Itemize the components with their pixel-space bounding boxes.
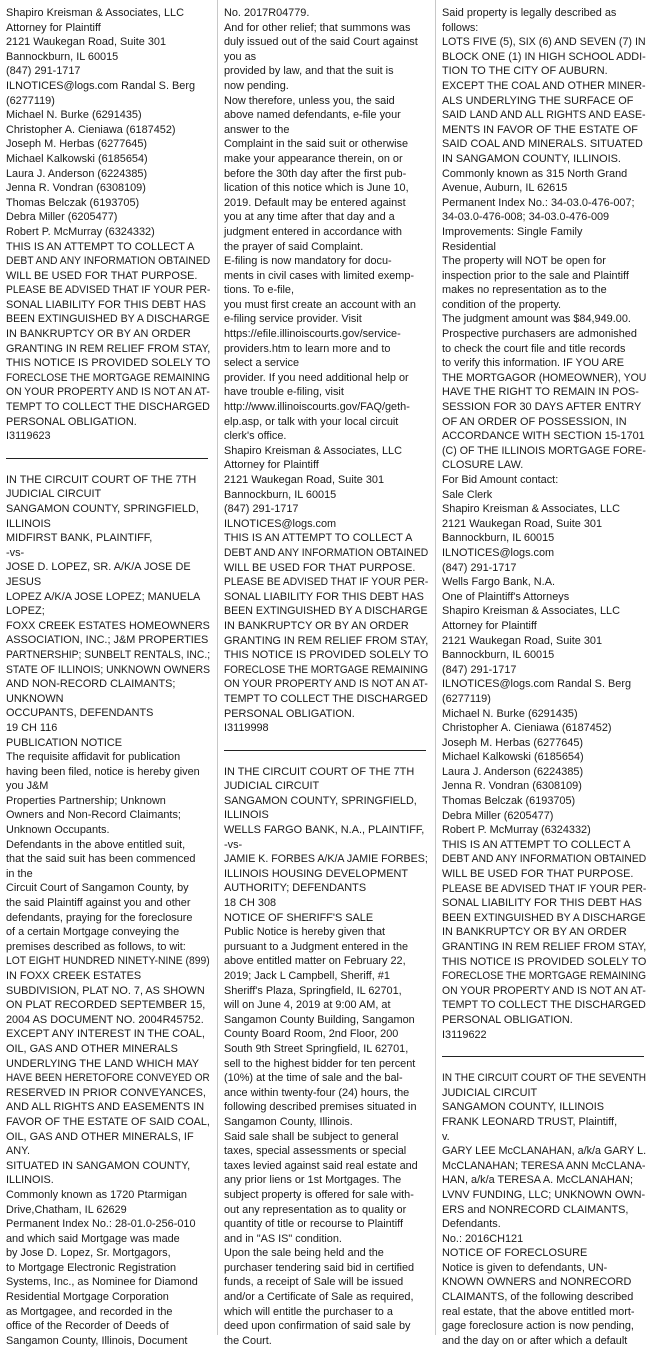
notice-line: Jenna R. Vondran (6308109) bbox=[6, 182, 146, 195]
notice-line: that the said suit has been commenced bbox=[6, 853, 196, 866]
notice-line: SUBDIVISION, PLAT NO. 7, AS SHOWN bbox=[6, 984, 205, 997]
notice-separator bbox=[442, 1056, 644, 1057]
notice-line: Michael Kalkowski (6185654) bbox=[6, 152, 148, 165]
notice-line: AND ALL RIGHTS AND EASEMENTS IN bbox=[6, 1101, 205, 1114]
notice-line: RESERVED IN PRIOR CONVEYANCES, bbox=[6, 1086, 206, 1099]
notice-line: For Bid Amount contact: bbox=[442, 474, 559, 486]
notice-line: BEEN EXTINGUISHED BY A DISCHARGE bbox=[442, 911, 646, 924]
notice-line: Bannockburn, IL 60015 bbox=[224, 488, 337, 501]
notice-line: make your appearance therein, on or bbox=[224, 152, 403, 165]
notice-line: TEMPT TO COLLECT THE DISCHARGED bbox=[442, 999, 646, 1012]
notice-line: IN SANGAMON COUNTY, ILLINOIS. bbox=[442, 152, 621, 165]
notice-line: pursuant to a Judgment entered in the bbox=[224, 940, 409, 953]
notice-line: JESUS bbox=[6, 575, 42, 588]
notice-line: ALS UNDERLYING THE SURFACE OF bbox=[442, 94, 634, 107]
notice-line: HAVE THE RIGHT TO REMAIN IN POS- bbox=[442, 386, 639, 399]
notice-line: Attorney for Plaintiff bbox=[442, 619, 537, 632]
notice-line: Prospective purchasers are admonished bbox=[442, 328, 637, 341]
notice-line: ASSOCIATION, INC.; J&M PROPERTIES bbox=[6, 634, 209, 647]
notice-line: OF AN ORDER OF POSSESSION, IN bbox=[442, 415, 627, 428]
notice-line: THE MORTGAGOR (HOMEOWNER), YOU bbox=[442, 371, 647, 384]
notice-line: Michael N. Burke (6291435) bbox=[442, 707, 578, 720]
notice-line: Laura J. Anderson (6224385) bbox=[6, 167, 148, 180]
notice-line: SANGAMON COUNTY, ILLINOIS bbox=[442, 1101, 604, 1114]
notice-line: No.: 2016CH121 bbox=[442, 1232, 524, 1245]
notice-line: (847) 291-1717 bbox=[442, 561, 517, 574]
notice-line: PERSONAL OBLIGATION. bbox=[6, 415, 137, 428]
notice-line: ANY. bbox=[6, 1145, 31, 1158]
notice-line: Christopher A. Cieniawa (6187452) bbox=[6, 123, 176, 136]
notice-line: WELLS FARGO BANK, N.A., PLAINTIFF, bbox=[224, 824, 425, 837]
notice-line: and in "AS IS" condition. bbox=[224, 1232, 342, 1245]
notice-line: Commonly known as 315 North Grand bbox=[442, 167, 628, 180]
notice-line: Robert P. McMurray (6324332) bbox=[442, 824, 591, 837]
notice-line: ance within twenty-four (24) hours, the bbox=[224, 1086, 410, 1099]
notice-line: LOTS FIVE (5), SIX (6) AND SEVEN (7) IN bbox=[442, 36, 646, 49]
notice-line: Now therefore, unless you, the said bbox=[224, 94, 395, 107]
notice-separator bbox=[224, 750, 426, 751]
notice-line: SESSION FOR 30 DAYS AFTER ENTRY bbox=[442, 401, 642, 414]
notice-line: 2019; Jack L Campbell, Sheriff, #1 bbox=[224, 970, 390, 982]
notice-line: FAVOR OF THE ESTATE OF SAID COAL, bbox=[6, 1115, 210, 1128]
notice-line: quantity of title or recourse to Plaintiff bbox=[224, 1218, 403, 1231]
notice-line: LVNV FUNDING, LLC; UNKNOWN OWN- bbox=[442, 1188, 646, 1201]
notice-line: IN THE CIRCUIT COURT OF THE SEVENTH bbox=[442, 1072, 647, 1085]
notice-line: judgment entered in accordance with bbox=[224, 225, 402, 238]
notice-line: and which said Mortgage was made bbox=[6, 1232, 180, 1245]
notice-line: now pending. bbox=[224, 79, 289, 92]
notice-line: AND NON-RECORD CLAIMANTS; bbox=[6, 678, 176, 691]
notice-line: Sangamon County, Illinois, Document bbox=[6, 1334, 188, 1347]
notice-line: gage foreclosure action is now pending, bbox=[442, 1320, 634, 1333]
notice-line: SANGAMON COUNTY, SPRINGFIELD, bbox=[224, 794, 417, 807]
notice-line: lication of this notice which is June 10, bbox=[224, 182, 409, 195]
notice-line: South 9th Street Springfield, IL 62701, bbox=[224, 1042, 409, 1055]
notice-line: to verify this information. IF YOU ARE bbox=[442, 357, 624, 370]
notice-line: in the bbox=[6, 867, 33, 880]
notice-line: makes no representation as to the bbox=[442, 284, 607, 297]
notice-line: DEBT AND ANY INFORMATION OBTAINED bbox=[224, 546, 429, 559]
notice-line: the said Plaintiff against you and other bbox=[6, 897, 191, 910]
notice-line: 34-03.0-476-008; 34-03.0-476-009 bbox=[442, 211, 610, 224]
column-divider bbox=[435, 0, 436, 1335]
notice-line: The property will NOT be open for bbox=[442, 255, 606, 268]
notice-line: Shapiro Kreisman & Associates, LLC bbox=[442, 605, 620, 618]
notice-line: Public Notice is hereby given that bbox=[224, 926, 386, 939]
notice-line: I3119623 bbox=[6, 430, 51, 443]
notice-line: E-filing is now mandatory for docu- bbox=[224, 255, 392, 268]
notice-line: ON YOUR PROPERTY AND IS NOT AN AT- bbox=[6, 386, 210, 399]
legal-notice bbox=[224, 765, 428, 1348]
notice-line: SONAL LIABILITY FOR THIS DEBT HAS bbox=[224, 590, 424, 603]
notice-line: ILLINOIS. bbox=[6, 1174, 54, 1187]
notice-line: County Board Room, 2nd Floor, 200 bbox=[224, 1028, 399, 1041]
notice-line: OCCUPANTS, DEFENDANTS bbox=[6, 707, 154, 720]
notice-line: Complaint in the said suit or otherwise bbox=[224, 138, 409, 151]
notice-line: Unknown Occupants. bbox=[6, 824, 110, 837]
notice-line: PLEASE BE ADVISED THAT IF YOUR PER- bbox=[6, 284, 211, 297]
notice-line: LOT EIGHT HUNDRED NINETY-NINE (899) bbox=[6, 955, 210, 968]
notice-line: NOTICE OF SHERIFF'S SALE bbox=[224, 911, 374, 924]
notice-line: (847) 291-1717 bbox=[442, 663, 517, 676]
notice-line: Systems, Inc., as Nominee for Diamond bbox=[6, 1276, 198, 1289]
notice-line: IN BANKRUPTCY OR BY AN ORDER bbox=[224, 619, 409, 632]
notice-line: The requisite affidavit for publication bbox=[6, 751, 181, 764]
notice-line: Jenna R. Vondran (6308109) bbox=[442, 780, 582, 793]
notice-line: IN BANKRUPTCY OR BY AN ORDER bbox=[442, 926, 627, 939]
notice-line: having been filed, notice is hereby given bbox=[6, 765, 200, 778]
notice-line: Residential Mortgage Corporation bbox=[6, 1291, 169, 1304]
notice-line: The judgment amount was $84,949.00. bbox=[442, 313, 631, 326]
legal-notice bbox=[6, 473, 210, 1348]
notice-line: -vs- bbox=[224, 838, 243, 851]
notice-line: (6277119) bbox=[6, 94, 55, 107]
notice-line: Laura J. Anderson (6224385) bbox=[442, 765, 584, 778]
notice-line: IN BANKRUPTCY OR BY AN ORDER bbox=[6, 328, 191, 341]
notice-line: ILLINOIS bbox=[6, 517, 51, 530]
notice-line: WILL BE USED FOR THAT PURPOSE. bbox=[6, 269, 198, 282]
notice-line: Defendants. bbox=[442, 1218, 501, 1231]
notice-line: SONAL LIABILITY FOR THIS DEBT HAS bbox=[442, 897, 642, 910]
notice-line: Permanent Index No.: 28-01.0-256-010 bbox=[6, 1218, 196, 1231]
notice-line: WILL BE USED FOR THAT PURPOSE. bbox=[442, 868, 634, 881]
notice-line: EXCEPT THE COAL AND OTHER MINER- bbox=[442, 79, 646, 92]
notice-line: FRANK LEONARD TRUST, Plaintiff, bbox=[442, 1115, 618, 1128]
notice-line: SONAL LIABILITY FOR THIS DEBT HAS bbox=[6, 298, 206, 311]
column-1 bbox=[6, 6, 211, 1347]
notice-line: Properties Partnership; Unknown bbox=[6, 794, 166, 807]
notice-line: Robert P. McMurray (6324332) bbox=[6, 225, 155, 238]
notice-line: SANGAMON COUNTY, SPRINGFIELD, bbox=[6, 503, 199, 515]
notice-line: JUDICIAL CIRCUIT bbox=[6, 488, 102, 501]
notice-line: OIL, GAS AND OTHER MINERALS, IF bbox=[6, 1130, 194, 1143]
notice-line: have trouble e-filing, visit bbox=[224, 386, 344, 399]
notice-line: 19 CH 116 bbox=[6, 721, 58, 734]
notice-line: GRANTING IN REM RELIEF FROM STAY, bbox=[442, 941, 647, 953]
notice-line: SAID COAL AND MINERALS. SITUATED bbox=[442, 138, 643, 151]
notice-line: Debra Miller (6205477) bbox=[6, 211, 118, 224]
notice-line: MENTS IN FAVOR OF THE ESTATE OF bbox=[442, 123, 638, 136]
notice-line: THIS IS AN ATTEMPT TO COLLECT A bbox=[6, 240, 195, 253]
notice-line: STATE OF ILLINOIS; UNKNOWN OWNERS bbox=[6, 663, 211, 676]
notice-line: you must first create an account with an bbox=[224, 298, 416, 311]
notice-line: Wells Fargo Bank, N.A. bbox=[442, 576, 555, 589]
notice-line: I3119998 bbox=[224, 722, 269, 735]
notice-line: which will entitle the purchaser to a bbox=[224, 1305, 393, 1318]
notice-line: as Mortgagee, and recorded in the bbox=[6, 1305, 173, 1318]
notice-line: Attorney for Plaintiff bbox=[6, 21, 101, 34]
notice-line: you as bbox=[224, 50, 257, 63]
notice-line: GRANTING IN REM RELIEF FROM STAY, bbox=[224, 634, 429, 647]
notice-line: GARY LEE McCLANAHAN, a/k/a GARY L. bbox=[442, 1145, 647, 1158]
notice-line: ACCORDANCE WITH SECTION 15-1701 bbox=[442, 430, 645, 443]
notice-line: Sangamon County, Illinois. bbox=[224, 1115, 353, 1128]
notice-line: ILNOTICES@logs.com bbox=[442, 546, 555, 559]
notice-line: Permanent Index No.: 34-03.0-476-007; bbox=[442, 196, 635, 209]
notice-line: above entitled matter on February 22, bbox=[224, 955, 406, 968]
notice-line: clerk's office. bbox=[224, 430, 287, 443]
notice-line: TEMPT TO COLLECT THE DISCHARGED bbox=[6, 401, 210, 414]
notice-line: Thomas Belczak (6193705) bbox=[442, 795, 576, 808]
notice-line: Shapiro Kreisman & Associates, LLC bbox=[6, 7, 184, 19]
notice-line: SITUATED IN SANGAMON COUNTY, bbox=[6, 1159, 191, 1172]
notice-line: JUDICIAL CIRCUIT bbox=[224, 780, 320, 793]
notice-line: premises described as follows, to wit: bbox=[6, 940, 186, 953]
notice-line: FORECLOSE THE MORTGAGE REMAINING bbox=[224, 663, 428, 676]
notice-line: ON PLAT RECORDED SEPTEMBER 15, bbox=[6, 999, 206, 1012]
legal-notice bbox=[224, 6, 428, 736]
legal-notice bbox=[442, 6, 646, 1042]
notice-line: UNDERLYING THE LAND WHICH MAY bbox=[6, 1057, 200, 1070]
notice-line: ILLINOIS bbox=[224, 809, 269, 822]
notice-line: ILNOTICES@logs.com bbox=[224, 517, 337, 530]
notice-line: Bannockburn, IL 60015 bbox=[442, 532, 555, 545]
notice-line: Said sale shall be subject to general bbox=[224, 1130, 399, 1143]
notice-line: 2004 AS DOCUMENT NO. 2004R45752. bbox=[6, 1013, 204, 1026]
notice-line: FORECLOSE THE MORTGAGE REMAINING bbox=[6, 371, 210, 384]
legal-notice bbox=[6, 6, 210, 444]
notice-line: GRANTING IN REM RELIEF FROM STAY, bbox=[6, 342, 211, 355]
notice-line: AUTHORITY; DEFENDANTS bbox=[224, 882, 367, 895]
notice-line: Joseph M. Herbas (6277645) bbox=[442, 736, 584, 749]
legal-notice bbox=[442, 1071, 646, 1348]
notice-line: and/or a Certificate of Sale as required, bbox=[224, 1291, 414, 1304]
notice-line: Bannockburn, IL 60015 bbox=[442, 649, 555, 662]
notice-line: Commonly known as 1720 Ptarmigan bbox=[6, 1188, 187, 1201]
notice-line: -vs- bbox=[6, 546, 25, 559]
notice-line: IN FOXX CREEK ESTATES bbox=[6, 970, 142, 982]
notice-line: above named defendants, e-file your bbox=[224, 109, 401, 122]
notice-line: OIL, GAS AND OTHER MINERALS bbox=[6, 1042, 178, 1055]
notice-line: 18 CH 308 bbox=[224, 897, 277, 910]
notice-line: DEBT AND ANY INFORMATION OBTAINED bbox=[442, 853, 647, 866]
notice-line: the Court. bbox=[224, 1334, 272, 1347]
notice-line: Avenue, Auburn, IL 62615 bbox=[442, 182, 568, 195]
notice-separator bbox=[6, 458, 208, 459]
notice-line: to Mortgage Electronic Registration bbox=[6, 1261, 177, 1274]
notice-line: inspection prior to the sale and Plaintiff bbox=[442, 269, 629, 282]
notice-line: THIS IS AN ATTEMPT TO COLLECT A bbox=[442, 838, 631, 851]
notice-line: http://www.illinoiscourts.gov/FAQ/geth- bbox=[224, 401, 410, 414]
notice-line: THIS NOTICE IS PROVIDED SOLELY TO bbox=[442, 955, 647, 968]
column-3 bbox=[442, 6, 647, 1347]
notice-line: THIS NOTICE IS PROVIDED SOLELY TO bbox=[6, 357, 211, 370]
notice-line: ERS and NONRECORD CLAIMANTS, bbox=[442, 1203, 629, 1216]
notice-line: LOPEZ A/K/A JOSE LOPEZ; MANUELA bbox=[6, 590, 201, 603]
notice-line: select a service bbox=[224, 357, 300, 370]
notice-line: CLAIMANTS, of the following described bbox=[442, 1291, 634, 1304]
notice-line: Circuit Court of Sangamon County, by bbox=[6, 882, 189, 895]
notice-line: KNOWN OWNERS and NONRECORD bbox=[442, 1276, 632, 1289]
notice-line: Michael Kalkowski (6185654) bbox=[442, 751, 584, 764]
notice-line: JUDICIAL CIRCUIT bbox=[442, 1086, 538, 1099]
notice-line: (847) 291-1717 bbox=[224, 503, 299, 516]
notice-line: SAID LAND AND ALL RIGHTS AND EASE- bbox=[442, 109, 646, 122]
notice-line: Residential bbox=[442, 240, 496, 253]
notice-line: FOXX CREEK ESTATES HOMEOWNERS bbox=[6, 619, 210, 632]
notice-line: Notice is given to defendants, UN- bbox=[442, 1261, 608, 1274]
notice-line: BEEN EXTINGUISHED BY A DISCHARGE bbox=[6, 313, 210, 326]
notice-line: Improvements: Single Family bbox=[442, 225, 583, 238]
notice-line: Thomas Belczak (6193705) bbox=[6, 196, 140, 209]
notice-line: tions. To e-file, bbox=[224, 284, 295, 297]
notice-line: office of the Recorder of Deeds of bbox=[6, 1320, 169, 1333]
notice-line: out any representation as to quality or bbox=[224, 1203, 407, 1216]
notice-line: One of Plaintiff's Attorneys bbox=[442, 590, 570, 603]
notice-line: Sale Clerk bbox=[442, 488, 493, 501]
notice-line: condition of the property. bbox=[442, 298, 562, 311]
notice-line: (847) 291-1717 bbox=[6, 65, 81, 78]
notice-line: 2019. Default may be entered against bbox=[224, 196, 406, 209]
notice-line: duly issued out of the said Court against bbox=[224, 36, 418, 49]
notice-line: 2121 Waukegan Road, Suite 301 bbox=[224, 474, 385, 486]
notice-line: to check the court file and title records bbox=[442, 342, 626, 355]
notice-line: elp.asp, or talk with your local circuit bbox=[224, 415, 399, 428]
notice-line: follows: bbox=[442, 21, 479, 34]
notice-line: THIS IS AN ATTEMPT TO COLLECT A bbox=[224, 532, 413, 545]
notice-line: NOTICE OF FORECLOSURE bbox=[442, 1247, 588, 1260]
notice-line: Upon the sale being held and the bbox=[224, 1247, 384, 1260]
notice-line: and the day on or after which a default bbox=[442, 1334, 628, 1347]
notice-line: JAMIE K. FORBES A/K/A JAMIE FORBES; bbox=[224, 853, 428, 866]
notice-line: (6277119) bbox=[442, 692, 491, 705]
notice-line: sell to the highest bidder for ten percent bbox=[224, 1057, 416, 1070]
notice-line: HAVE BEEN HERETOFORE CONVEYED OR bbox=[6, 1072, 210, 1085]
notice-line: providers.htm to learn more and to bbox=[224, 342, 391, 355]
notice-line: Owners and Non-Record Claimants; bbox=[6, 809, 181, 822]
notice-line: ON YOUR PROPERTY AND IS NOT AN AT- bbox=[442, 984, 646, 997]
notice-line: IN THE CIRCUIT COURT OF THE 7TH bbox=[224, 765, 415, 778]
notice-line: IN THE CIRCUIT COURT OF THE 7TH bbox=[6, 473, 197, 486]
notice-line: And for other relief; that summons was bbox=[224, 21, 411, 34]
notice-line: you J&M bbox=[6, 780, 49, 793]
notice-line: you at any time after that day and a bbox=[224, 211, 395, 224]
notice-line: (10%) at the time of sale and the bal- bbox=[224, 1072, 403, 1085]
notice-line: PUBLICATION NOTICE bbox=[6, 736, 122, 749]
notice-line: ILLINOIS HOUSING DEVELOPMENT bbox=[224, 867, 408, 880]
notice-line: subject property is offered for sale with- bbox=[224, 1188, 414, 1201]
notice-line: Bannockburn, IL 60015 bbox=[6, 50, 119, 63]
notice-line: HAN, a/k/a TERESA A. McCLANAHAN; bbox=[442, 1174, 634, 1187]
notice-line: BLOCK ONE (1) IN HIGH SCHOOL ADDI- bbox=[442, 50, 646, 63]
notice-line: DEBT AND ANY INFORMATION OBTAINED bbox=[6, 255, 211, 268]
notice-line: e-filing service provider. Visit bbox=[224, 313, 362, 326]
notice-line: 2121 Waukegan Road, Suite 301 bbox=[442, 634, 603, 647]
notice-line: Sheriff's Plaza, Springfield, IL 62701, bbox=[224, 984, 402, 997]
notice-line: the prayer of said Complaint. bbox=[224, 240, 364, 253]
notice-line: Shapiro Kreisman & Associates, LLC bbox=[224, 444, 402, 457]
notice-line: McCLANAHAN; TERESA ANN McCLANA- bbox=[442, 1159, 646, 1172]
notice-line: taxes levied against said real estate and bbox=[224, 1159, 418, 1172]
notice-line: MIDFIRST BANK, PLAINTIFF, bbox=[6, 532, 153, 545]
notice-line: PERSONAL OBLIGATION. bbox=[224, 707, 355, 720]
notice-line: PARTNERSHIP; SUNBELT RENTALS, INC.; bbox=[6, 648, 211, 661]
notice-line: LOPEZ; bbox=[6, 605, 45, 618]
notice-line: EXCEPT ANY INTEREST IN THE COAL, bbox=[6, 1028, 205, 1041]
notice-line: PLEASE BE ADVISED THAT IF YOUR PER- bbox=[224, 576, 429, 589]
notice-line: PLEASE BE ADVISED THAT IF YOUR PER- bbox=[442, 882, 647, 895]
notice-line: real estate, that the above entitled mort- bbox=[442, 1305, 635, 1318]
notice-line: deed upon confirmation of said sale by bbox=[224, 1320, 411, 1333]
notice-line: 2121 Waukegan Road, Suite 301 bbox=[442, 517, 603, 530]
notice-line: provided by law, and that the suit is bbox=[224, 65, 394, 78]
notice-line: Said property is legally described as bbox=[442, 7, 617, 19]
notice-line: JOSE D. LOPEZ, SR. A/K/A JOSE DE bbox=[6, 561, 191, 574]
notice-line: ON YOUR PROPERTY AND IS NOT AN AT- bbox=[224, 678, 428, 691]
notice-line: I3119622 bbox=[442, 1028, 487, 1041]
notice-line: purchaser tendering said bid in certified bbox=[224, 1261, 415, 1274]
notice-line: ILNOTICES@logs.com Randal S. Berg bbox=[442, 678, 632, 691]
notice-line: defendants, praying for the foreclosure bbox=[6, 911, 193, 924]
notice-line: THIS NOTICE IS PROVIDED SOLELY TO bbox=[224, 649, 429, 662]
notice-line: Christopher A. Cieniawa (6187452) bbox=[442, 722, 612, 735]
notice-line: following described premises situated in bbox=[224, 1101, 417, 1114]
notice-line: FORECLOSE THE MORTGAGE REMAINING bbox=[442, 970, 646, 983]
notice-line: any prior liens or 1st Mortgages. The bbox=[224, 1174, 402, 1187]
notice-line: answer to the bbox=[224, 123, 290, 136]
notice-line: TEMPT TO COLLECT THE DISCHARGED bbox=[224, 692, 428, 705]
notice-line: CLOSURE LAW. bbox=[442, 459, 524, 472]
notice-line: WILL BE USED FOR THAT PURPOSE. bbox=[224, 561, 416, 574]
notice-line: provider. If you need additional help or bbox=[224, 371, 409, 384]
notice-line: by Jose D. Lopez, Sr. Mortgagors, bbox=[6, 1247, 171, 1260]
column-2 bbox=[224, 6, 429, 1347]
notice-line: PERSONAL OBLIGATION. bbox=[442, 1013, 573, 1026]
notice-line: funds, a receipt of Sale will be issued bbox=[224, 1276, 404, 1289]
notice-line: before the 30th day after the first pub- bbox=[224, 167, 407, 180]
notice-line: Attorney for Plaintiff bbox=[224, 459, 319, 472]
notice-line: TION TO THE CITY OF AUBURN. bbox=[442, 65, 608, 78]
notice-line: Joseph M. Herbas (6277645) bbox=[6, 138, 148, 151]
notice-line: 2121 Waukegan Road, Suite 301 bbox=[6, 36, 167, 49]
notice-line: (C) OF THE ILLINOIS MORTGAGE FORE- bbox=[442, 444, 646, 457]
notice-line: No. 2017R04779. bbox=[224, 7, 310, 19]
notice-line: Sangamon County Building, Sangamon bbox=[224, 1013, 415, 1026]
notice-line: v. bbox=[442, 1130, 450, 1143]
notice-line: of a certain Mortgage conveying the bbox=[6, 926, 180, 939]
notice-line: Shapiro Kreisman & Associates, LLC bbox=[442, 503, 620, 516]
notice-line: BEEN EXTINGUISHED BY A DISCHARGE bbox=[224, 605, 428, 618]
notice-line: Michael N. Burke (6291435) bbox=[6, 109, 142, 122]
notice-line: will on June 4, 2019 at 9:00 AM, at bbox=[224, 999, 391, 1012]
notice-line: Drive,Chatham, IL 62629 bbox=[6, 1203, 127, 1216]
notice-line: ments in civil cases with limited exemp- bbox=[224, 269, 415, 282]
notice-line: ILNOTICES@logs.com Randal S. Berg bbox=[6, 79, 196, 92]
notice-line: UNKNOWN bbox=[6, 692, 64, 705]
notice-line: Debra Miller (6205477) bbox=[442, 809, 554, 822]
notice-line: https://efile.illinoiscourts.gov/service- bbox=[224, 328, 401, 341]
notice-line: Defendants in the above entitled suit, bbox=[6, 838, 186, 851]
column-divider bbox=[217, 0, 218, 1335]
notice-line: taxes, special assessments or special bbox=[224, 1145, 407, 1158]
